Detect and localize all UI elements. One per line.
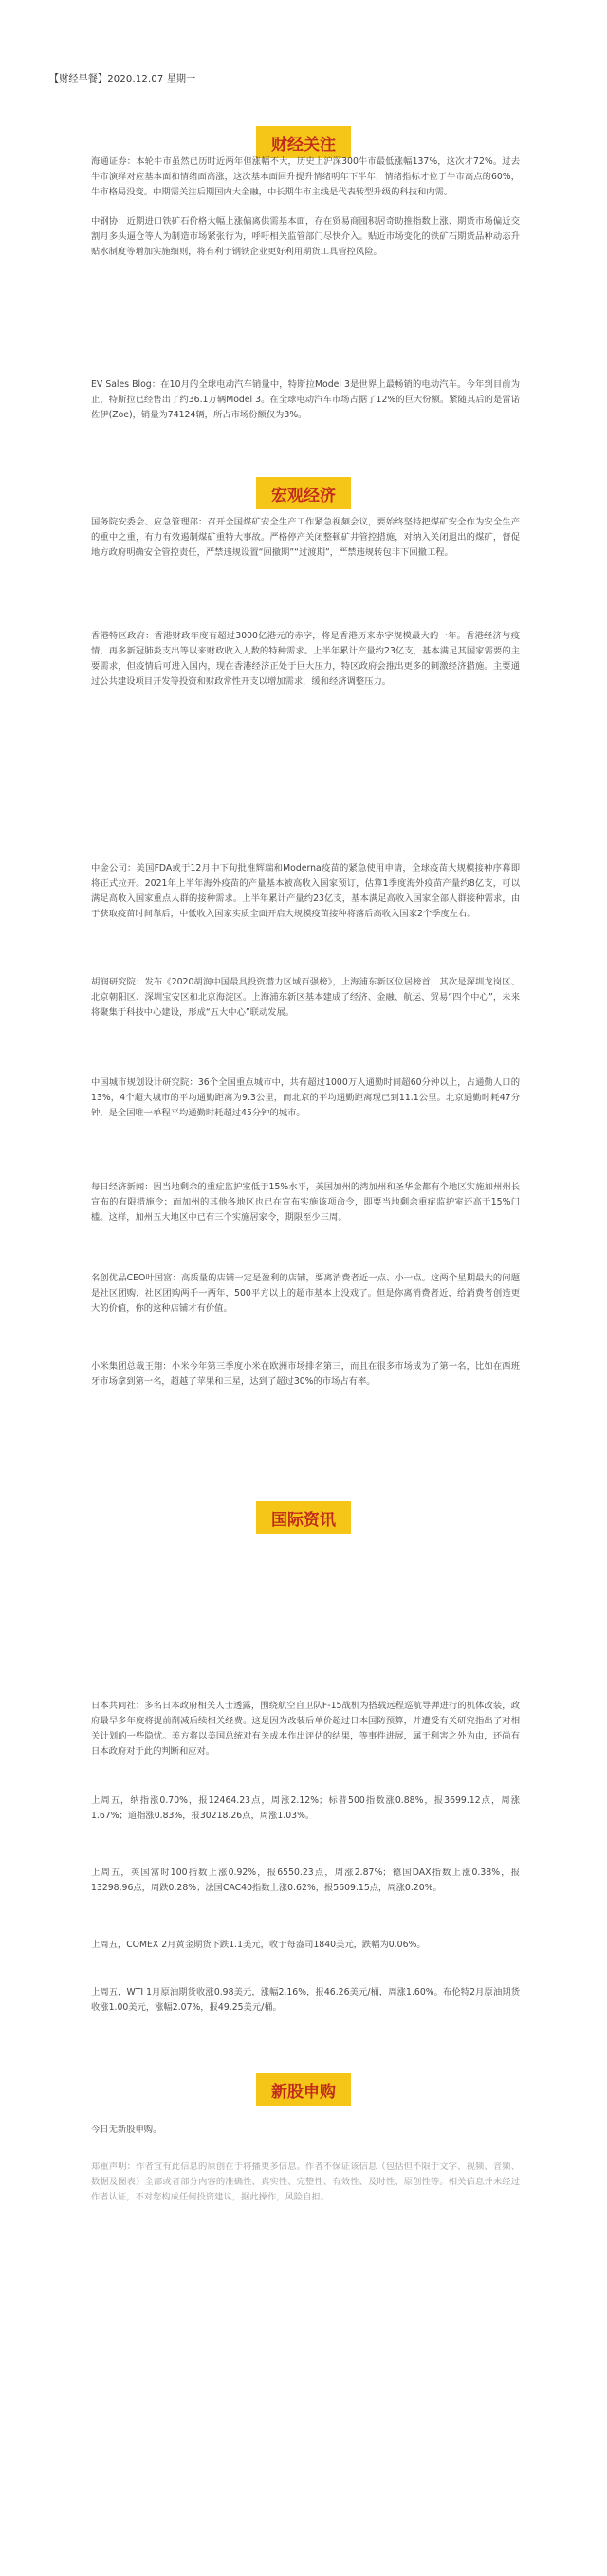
paragraph-kyodo: 日本共同社：多名日本政府相关人士透露，围绕航空自卫队F-15战机为搭载远程巡航导弹进行的机体改装，政府最早多年度将提前削减后续相关经费。这是因为改装后单价超过日本国防预算，并遭受有关研究指出了对相关计划的一些隐忧。美方将以美国总统对有关成本作出评估的结果，等事件进展，属于利害之外为由，还尚有日本政府对于此的判断和应对。 [91,1701,520,1757]
section-title-macro: 宏观经济 [271,486,336,506]
paragraph-urban-planning: 中国城市规划设计研究院：36个全国重点城市中，共有超过1000万人通勤时间超60分钟以上，占通勤人口的13%，4个超大城市的平均通勤距离为9.3公里，而北京的平均通勤距离现已到11.1公里。北京通勤时耗47分钟，是全国唯一单程平均通勤时耗超过45分钟的城市。 [91,1077,520,1118]
section-banner-ipo [256,2073,351,2106]
paragraph-ipo-none: 今日无新股申购。 [91,2125,162,2135]
article-date-header: 【财经早餐】2020.12.07 星期一 [49,74,196,84]
paragraph-gold: 上周五，COMEX 2月黄金期货下跌1.1美元，收于每盎司1840美元，跌幅为0.06%。 [91,1940,426,1950]
paragraph-hurun: 胡润研究院：发布《2020胡润中国最具投资潜力区域百强榜》，上海浦东新区位居榜首，其次是深圳龙岗区、北京朝阳区、深圳宝安区和北京海淀区。上海浦东新区基本建成了经济、金融、航运、贸易“四个中心”，未来将聚集于科技中心建设，形成“五大中心”联动发展。 [91,977,520,1018]
section-banner-macro [256,477,351,509]
paragraph-steel-association: 中钢协：近期进口铁矿石价格大幅上涨偏离供需基本面，存在贸易商囤积居奇助推指数上涨、期货市场偏近交割月多头逼仓等人为制造市场紧张行为，呼吁相关监管部门尽快介入。贴近市场变化的铁矿石期货品种动态升贴水制度等增加实施细则，将有利于钢铁企业更好利用期货工具管控风险。 [91,216,520,257]
disclaimer-text: 郑重声明：作者宜有此信息的原创在于将播更多信息。作者不保证该信息（包括但不限于文字、视频、音频、数据及图表）全部或者部分内容的准确性、真实性、完整性、有效性、及时性、原创性等。相关信息并未经过作者认证，不对您构成任何投资建议，据此操作，风险自担。 [91,2162,520,2202]
section-title-finance: 财经关注 [271,135,336,155]
paragraph-haitong: 海通证券：本轮牛市虽然已历时近两年但涨幅不大，历史上沪深300牛市最低涨幅137%，这次才72%。过去牛市演绎对应基本面和情绪面高涨，这次基本面回升提升情绪明年下半年，情绪指标才位于牛市高点的60%，牛市格局没变。中期需关注后期国内大金融，中长期牛市主线是代表转型升级的科技和内需。 [91,156,520,197]
paragraph-xiaomi: 小米集团总裁王翔：小米今年第三季度小米在欧洲市场排名第三，而且在很多市场成为了第一名，比如在西班牙市场拿到第一名，超越了苹果和三星，达到了超过30%的市场占有率。 [91,1361,520,1387]
paragraph-oil: 上周五，WTI 1月原油期货收涨0.98美元，涨幅2.16%，报46.26美元/桶，周涨1.60%。布伦特2月原油期货收涨1.00美元，涨幅2.07%，报49.25美元/桶。 [91,1987,520,2013]
paragraph-eu-stocks: 上周五，英国富时100指数上涨0.92%，报6550.23点，周涨2.87%；德国DAX指数上涨0.38%，报13298.96点，周跌0.28%；法国CAC40指数上涨0.62%，报5609.15点，周涨0.20%。 [91,1868,520,1893]
section-title-intl: 国际资讯 [271,1510,336,1530]
paragraph-cicc: 中金公司：美国FDA或于12月中下旬批准辉瑞和Moderna疫苗的紧急使用申请，全球疫苗大规模接种序幕即将正式拉开。2021年上半年海外疫苗的产量基本被高收入国家预订，估算1季度海外疫苗产量约8亿支，可以满足高收入国家重点人群的接种需求。上半年累计产量约23亿支，基本满足高收入国家全部人群接种需求，由于获取疫苗时间靠后，中低收入国家实质全面开启大规模疫苗接种将落后高收入国家2个季度左右。 [91,863,520,919]
section-banner-finance [256,126,351,158]
paragraph-safety-council: 国务院安委会、应急管理部：召开全国煤矿安全生产工作紧急视频会议，要始终坚持把煤矿安全作为安全生产的重中之重，有力有效遏制煤矿重特大事故。严格停产关闭整顿矿井管控措施，对纳入关闭退出的煤矿，督促地方政府明确安全管控责任，严禁违规设置“回撤期”“过渡期”，严禁违规转包非下回撤工程。 [91,517,520,558]
paragraph-miniso: 名创优品CEO叶国富：高质量的店铺一定是盈利的店铺，要离消费者近一点、小一点。这两个星期最大的问题是社区团购，社区团购两千一两年，500平方以上的超市基本上没戏了。但是你离消费者近，给消费者创造更大的价值，你的这种店铺才有价值。 [91,1273,520,1314]
paragraph-ev-sales: EV Sales Blog：在10月的全球电动汽车销量中，特斯拉Model 3是世界上最畅销的电动汽车。今年到目前为止，特斯拉已经售出了约36.1万辆Model 3。在全球电动汽车市场占据了12%的巨大份额。紧随其后的是雷诺佐伊(Zoe)，销量为74124辆，所占市场份额仅为3%。 [91,379,520,420]
paragraph-us-stocks: 上周五，纳指涨0.70%，报12464.23点，周涨2.12%；标普500指数涨0.88%，报3699.12点，周涨1.67%；道指涨0.83%，报30218.26点，周涨1.03%。 [91,1795,520,1821]
paragraph-daily-economic: 每日经济新闻：因当地剩余的重症监护室低于15%水平，美国加州的湾加州和圣华金都有个地区实施加州州长宣布的有限措施令；而加州的其他各地区也已在宣布实施该项命令，即要当地剩余重症监护室还高于15%门槛。这样，加州五大地区中已有三个实施居家令，期限至少三周。 [91,1182,520,1223]
section-title-ipo: 新股申购 [271,2082,336,2102]
paragraph-hong-kong-govt: 香港特区政府：香港财政年度有超过3000亿港元的赤字，将是香港历来赤字规模最大的一年。香港经济与疫情，再多新冠肺炎支出等以来财政收入人数的特种需求。上半年累计产量约23亿支，基本满足其国家需要的主要需求，但疫情后可进入国内，现在香港经济正处于巨大压力，特区政府会推出更多的刺激经济措施。主要通过公共建设项目开发等投资和财政常性开支以增加需求，缓和经济调整压力。 [91,631,520,687]
section-banner-intl [256,1501,351,1534]
